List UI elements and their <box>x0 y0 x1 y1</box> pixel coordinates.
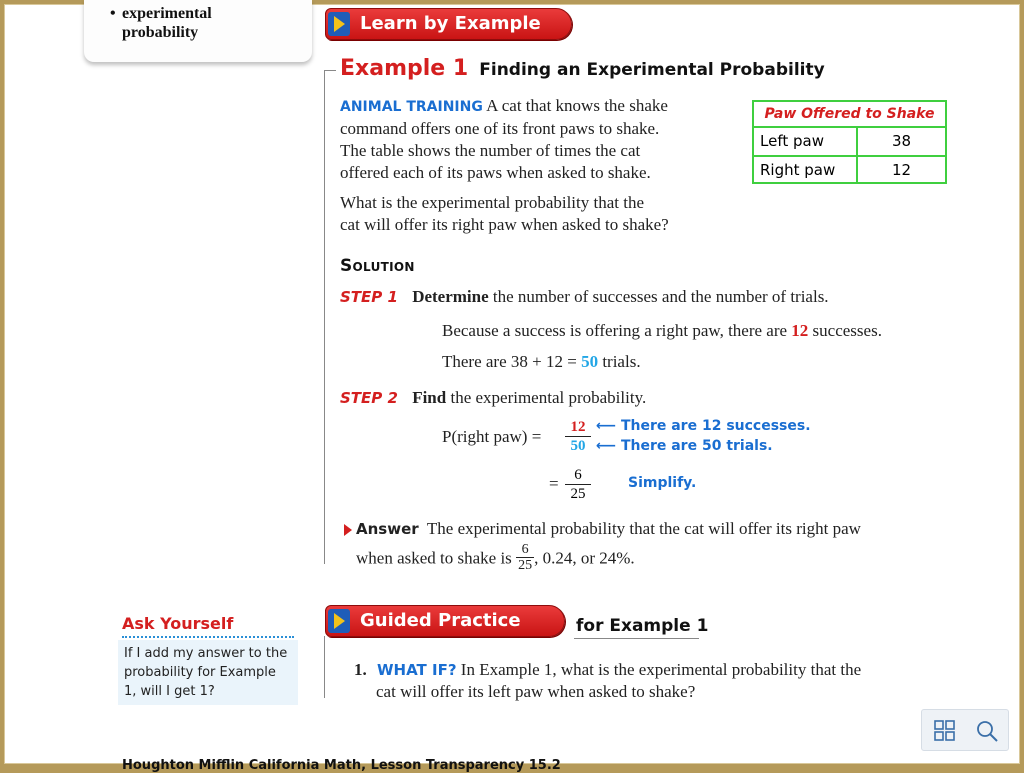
table-row <box>754 128 945 155</box>
step1-line <box>340 286 829 308</box>
simplify-note: Simplify. <box>628 475 697 491</box>
learn-by-example-banner <box>325 8 572 40</box>
fraction-numerator: 12 <box>565 418 591 437</box>
content-rule-top <box>324 70 336 71</box>
intro-paragraph <box>340 95 740 184</box>
step1-text: the number of successes and the number of trials. <box>492 287 829 306</box>
left-arrow-icon: ⟵ <box>596 418 617 434</box>
answer-text-2-suffix: , 0.24, or 24%. <box>534 548 635 568</box>
guided-rule <box>324 636 325 698</box>
learn-banner-label: Learn by Example <box>360 13 541 34</box>
step1-detail-1-text: Because a success is offering a right paw, there are <box>442 321 788 340</box>
what-if-tag: WHAT IF? <box>377 661 457 679</box>
simplified-numerator: 6 <box>565 466 591 485</box>
paw-table-header: Paw Offered to Shake <box>754 102 945 128</box>
step1-detail-1 <box>442 320 882 342</box>
example-label: Example 1 <box>340 56 469 81</box>
table-cell-value: 38 <box>891 132 912 150</box>
trials-count: 50 <box>581 352 599 371</box>
intro-line-1: A cat that knows the shake <box>486 96 668 115</box>
question-line-2: cat will offer its right paw when asked to shake? <box>340 215 669 234</box>
search-icon[interactable] <box>974 718 1000 744</box>
answer-fraction-den: 25 <box>518 558 533 573</box>
step2-verb: Find <box>412 388 447 407</box>
play-arrow-icon <box>328 12 350 36</box>
vocab-bullet: • <box>110 5 116 22</box>
intro-line-3: The table shows the number of times the cat <box>340 141 641 160</box>
question-paragraph <box>340 192 740 236</box>
guided-underline <box>574 638 699 639</box>
answer-label: Answer <box>356 520 419 538</box>
equals-sign: = <box>549 474 559 493</box>
content-rule <box>324 70 325 564</box>
table-cell-label: Right paw <box>754 157 858 182</box>
grid-view-icon[interactable] <box>932 718 958 744</box>
ask-yourself-body: If I add my answer to the probability for Example 1, will I get 1? <box>118 640 298 705</box>
probability-label: P(right paw) = <box>442 427 542 446</box>
ask-yourself-divider <box>122 636 294 638</box>
trials-note <box>596 438 773 454</box>
step2-line <box>340 387 646 409</box>
table-cell-label: Left paw <box>754 128 858 155</box>
probability-expression <box>442 426 541 448</box>
intro-line-4: offered each of its paws when asked to shake. <box>340 163 651 182</box>
step1-detail-2-text: There are 38 + 12 = <box>442 352 577 371</box>
successes-count: 12 <box>791 321 809 340</box>
animal-training-tag: ANIMAL TRAINING <box>340 99 483 115</box>
answer-line-2 <box>356 542 635 573</box>
exercise-number: 1. <box>354 660 367 679</box>
answer-line-1 <box>356 518 861 540</box>
guided-practice-banner <box>325 605 565 637</box>
simplified-fraction <box>565 466 591 503</box>
footer-credit: Houghton Mifflin California Math, Lesson Transparency 15.2 <box>122 758 561 773</box>
answer-fraction-num: 6 <box>516 542 534 558</box>
successes-note <box>596 418 811 434</box>
exercise-line-2: cat will offer its left paw when asked to shake? <box>376 682 696 701</box>
step1-verb: Determine <box>412 287 489 306</box>
answer-text-2: when asked to shake is <box>356 548 512 568</box>
solution-heading: Solution <box>340 256 415 276</box>
exercise-line-1 <box>354 659 861 681</box>
step2-text: the experimental probability. <box>450 388 647 407</box>
ask-yourself-title: Ask Yourself <box>122 614 234 633</box>
answer-text-1: The experimental probability that the cat will offer its right paw <box>426 519 861 538</box>
vocab-term-line2: probability <box>122 24 199 41</box>
example-heading <box>340 56 825 81</box>
step1-label: STEP 1 <box>340 288 398 306</box>
play-arrow-icon <box>328 609 350 633</box>
intro-line-2: command offers one of its front paws to shake. <box>340 119 660 138</box>
page-frame <box>4 4 1020 773</box>
step2-label: STEP 2 <box>340 389 398 407</box>
vocabulary-tab <box>84 0 312 62</box>
example-title: Finding an Experimental Probability <box>479 60 825 80</box>
exercise-text-1: In Example 1, what is the experimental probability that the <box>460 660 862 679</box>
viewer-toolbar <box>921 709 1009 751</box>
answer-marker-icon <box>344 524 352 536</box>
successes-note-text: There are 12 successes. <box>620 418 811 434</box>
simplified-denominator: 25 <box>570 486 586 502</box>
vocab-term-line1: experimental <box>122 5 212 22</box>
guided-banner-label: Guided Practice <box>360 610 521 631</box>
probability-fraction <box>565 418 591 455</box>
guided-practice-suffix: for Example 1 <box>576 616 709 636</box>
fraction-denominator: 50 <box>570 438 586 454</box>
question-line-1: What is the experimental probability that the <box>340 193 645 212</box>
trials-note-text: There are 50 trials. <box>620 438 773 454</box>
step1-detail-1-suffix: successes. <box>812 321 882 340</box>
table-row <box>754 155 945 182</box>
step1-detail-2-suffix: trials. <box>602 352 641 371</box>
answer-fraction <box>516 542 534 573</box>
left-arrow-icon: ⟵ <box>596 438 617 454</box>
table-cell-value: 12 <box>891 161 912 179</box>
paw-table <box>752 100 947 184</box>
step1-detail-2 <box>442 351 641 373</box>
